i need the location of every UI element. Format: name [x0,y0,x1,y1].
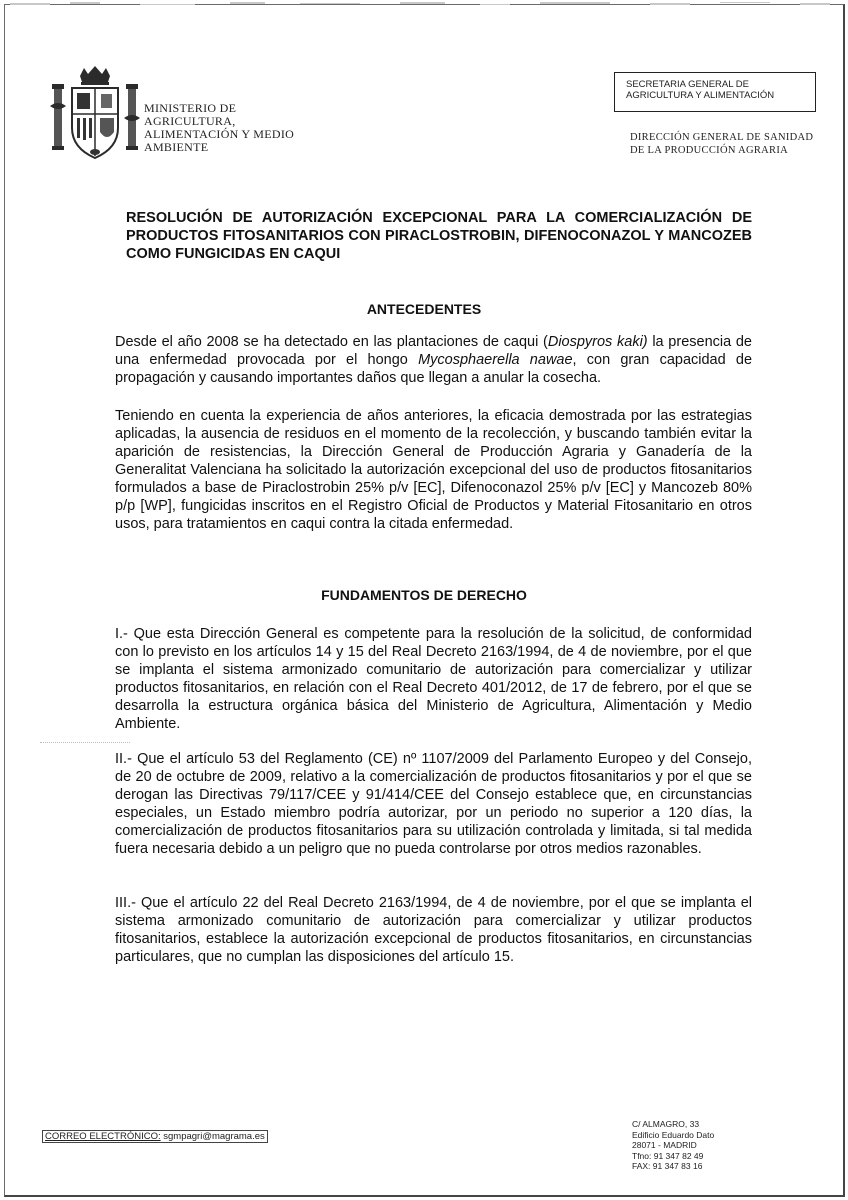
direccion-general [630,131,840,157]
address-line: Edificio Eduardo Dato [632,1129,715,1140]
address-line: C/ ALMAGRO, 33 [632,1119,700,1129]
document-title: RESOLUCIÓN DE AUTORIZACIÓN EXCEPCIONAL PARA LA COMERCIALIZACIÓN DE PRODUCTOS FITOSANITARIOS CON PIRACLOSTROBIN, DIFENOCONAZOL Y MANCOZEB COMO FUNGICIDAS EN CAQUI [126,210,752,262]
email-address[interactable]: sgmpagri@magrama.es [163,1131,265,1142]
direccion-line: DIRECCIÓN GENERAL DE SANIDAD [630,132,814,143]
direccion-line: DE LA PRODUCCIÓN AGRARIA [630,145,789,156]
address-line: FAX: 91 347 83 16 [632,1161,703,1171]
scan-artifact [40,742,130,745]
email-label: CORREO ELECTRÓNICO: [45,1131,161,1142]
text-run: , con gran capacidad de propagación y causando importantes daños que llegan a anular la cosecha. [115,352,753,386]
fundamentos-heading: FUNDAMENTOS DE DERECHO [321,587,527,603]
fungus-name: Mycosphaerella nawae [418,352,573,368]
ministry-line: ALIMENTACIÓN Y MEDIO [144,127,295,141]
antecedentes-paragraph-1 [115,333,752,387]
ministry-line: MINISTERIO DE [144,101,237,115]
address-line: 28071 - MADRID [632,1140,697,1150]
antecedentes-heading: ANTECEDENTES [366,301,482,317]
fundamento-1: I.- Que esta Dirección General es competente para la resolución de la solicitud, de conformidad con lo previsto en los artículos 14 y 15 del Real Decreto 2163/1994, de 4 de noviembre, por el que se implanta el sistema armonizado comunitario de autorización para comercializar y utilizar productos fitosanitarios, en relación con el Real Decreto 401/2012, de 17 de febrero, por el que se desarrolla la estructura orgánica básica del Ministerio de Agricultura, Alimentación y Medio Ambiente. [115,626,752,732]
ministry-line: AGRICULTURA, [144,114,236,128]
footer-address [632,1119,772,1172]
secretaria-box [614,72,816,112]
text-run: Desde el año 2008 se ha detectado en las plantaciones de caqui ( [115,334,548,350]
scan-noise-strip [0,0,848,12]
coat-of-arms-logo [50,66,140,166]
antecedentes-paragraph-2: Teniendo en cuenta la experiencia de años anteriores, la eficacia demostrada por las estrategias aplicadas, la ausencia de residuos en el momento de la recolección, y buscando también evitar la aparición de resistencias, la Dirección General de Producción Agraria y Ganadería de la Generalitat Valenciana ha solicitado la autorización excepcional del uso de productos fitosanitarios formulados a base de Piraclostrobin 25% p/v [EC], Difenoconazol 25% p/v [EC] y Mancozeb 80% p/p [WP], fungicidas inscritos en el Registro Oficial de Productos y Material Fitosanitario en otros usos, para tratamientos en caqui contra la citada enfermedad. [115,408,752,532]
secretaria-line: SECRETARIA GENERAL DE [626,79,750,90]
secretaria-line: AGRICULTURA Y ALIMENTACIÓN [626,89,775,101]
ministry-line: AMBIENTE [144,140,209,154]
text-run: la presencia de una enfermedad provocada por el hongo [115,334,752,368]
ministry-name [144,102,344,154]
footer-email [42,1130,268,1143]
species-name: Diospyros kaki) [547,334,648,350]
fundamento-3: III.- Que el artículo 22 del Real Decreto 2163/1994, de 4 de noviembre, por el que se implanta el sistema armonizado comunitario de autorización para comercializar y utilizar productos fitosanitarios, establece la autorización excepcional de productos fitosanitarios, en circunstancias particulares, que no cumplan las disposiciones del artículo 15. [115,895,752,965]
fundamento-2: II.- Que el artículo 53 del Reglamento (CE) nº 1107/2009 del Parlamento Europeo y del Consejo, de 20 de octubre de 2009, relativo a la comercialización de productos fitosanitarios y por el que se derogan las Directivas 79/117/CEE y 91/414/CEE del Consejo establece que, en circunstancias especiales, un Estado miembro podría autorizar, por un periodo no superior a 120 días, la comercialización de productos fitosanitarios para su utilización controlada y limitada, si tal medida fuera necesaria debido a un peligro que no pueda controlarse por otros medios razonables. [115,751,752,857]
address-line: Tfno: 91 347 82 49 [632,1150,704,1161]
